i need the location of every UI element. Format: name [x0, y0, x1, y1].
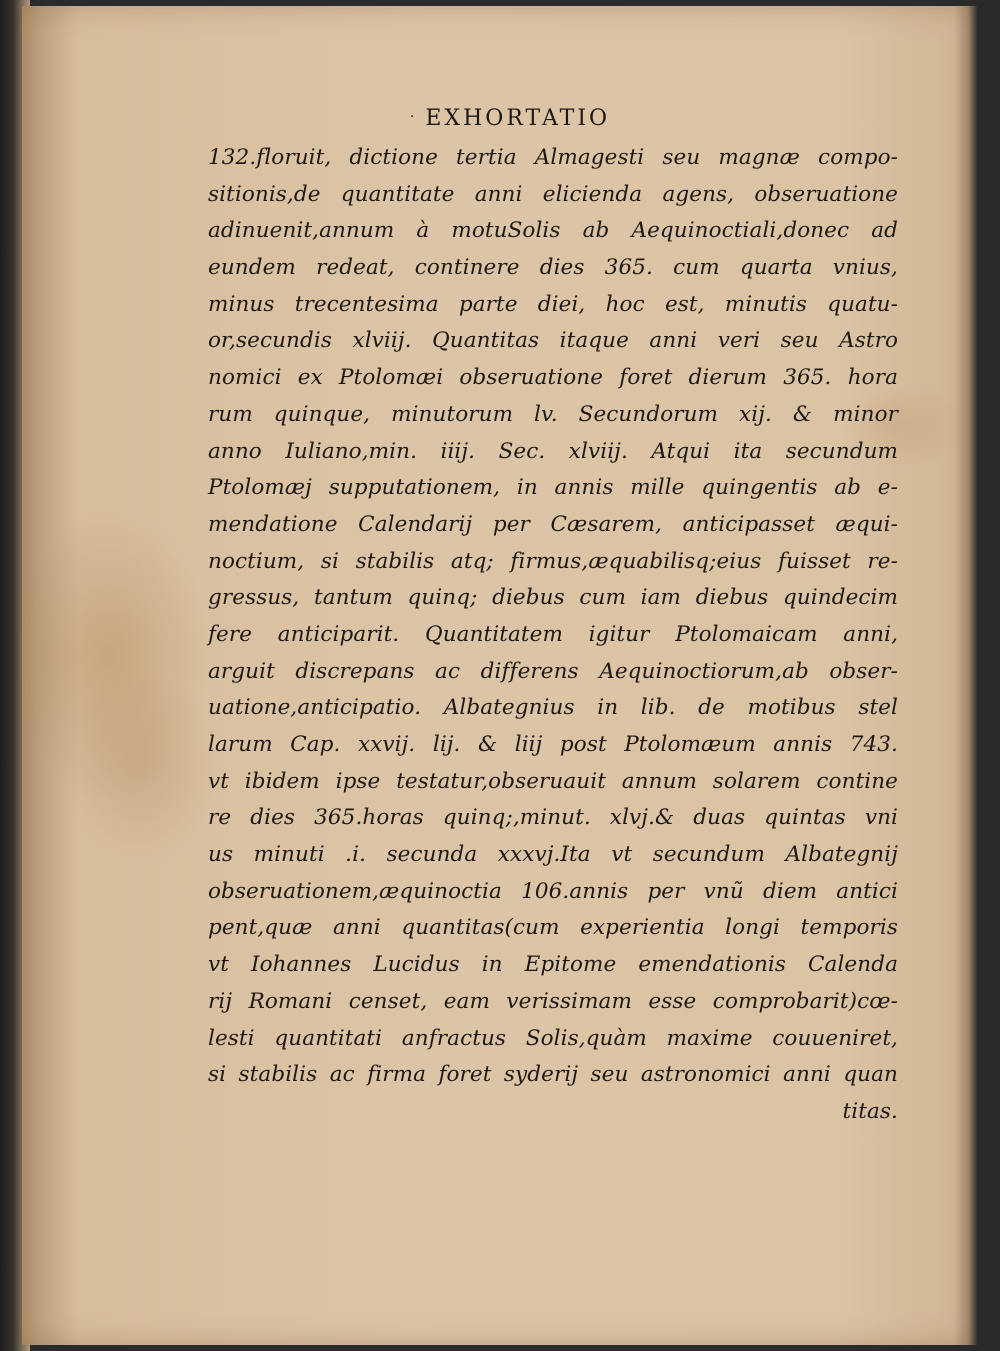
text-line: eundem redeat, continere dies 365. cum quarta vnius, [208, 255, 898, 281]
text-line: rij Romani censet, eam verissimam esse comprobarit)cœ- [208, 988, 898, 1014]
text-line: vt Iohannes Lucidus in Epitome emendationis Calenda [208, 952, 898, 978]
header-dot-ornament: · [409, 109, 418, 125]
text-line: adinuenit,annum à motuSolis ab Aequinoctiali,donec ad [208, 218, 898, 244]
text-line: arguit discrepans ac differens Aequinoctiorum,ab obser- [208, 658, 898, 684]
text-line: uatione,anticipatio. Albategnius in lib. de motibus stel [208, 695, 898, 721]
text-line: pent,quæ anni quantitas(cum experientia longi temporis [208, 915, 898, 941]
page-edge-shadow [954, 6, 978, 1345]
text-line: si stabilis ac firma foret syderij seu astronomici anni quan [208, 1062, 898, 1088]
text-line: gressus, tantum quinq; diebus cum iam diebus quindecim [208, 585, 898, 611]
body-text [208, 140, 898, 1131]
text-line: minus trecentesima parte diei, hoc est, minutis quatu- [208, 291, 898, 317]
text-line: fere anticiparit. Quantitatem igitur Ptolomaicam anni, [208, 621, 898, 647]
header-title: EXHORTATIO [425, 106, 611, 131]
text-line: 132.floruit, dictione tertia Almagesti seu magnæ compo- [208, 145, 898, 170]
text-line: obseruationem,æquinoctia 106.annis per vnũ diem antici [208, 878, 898, 904]
text-line: or,secundis xlviij. Quantitas itaque anni veri seu Astro [208, 328, 898, 354]
text-line: sitionis,de quantitate anni elicienda agens, obseruatione [208, 181, 898, 207]
text-line: nomici ex Ptolomæi obseruatione foret dierum 365. hora [208, 365, 898, 391]
catchword: titas. [842, 1098, 898, 1124]
text-line: mendatione Calendarij per Cæsarem, anticipasset æqui- [208, 511, 898, 537]
text-line: anno Iuliano,min. iiij. Sec. xlviij. Atqui ita secundum [208, 438, 898, 464]
book-page [22, 6, 978, 1345]
text-line: larum Cap. xxvij. lij. & liij post Ptolomæum annis 743. [208, 732, 898, 757]
text-line: rum quinque, minutorum lv. Secundorum xij. & minor [208, 401, 898, 427]
text-line: us minuti .i. secunda xxxvj.Ita vt secundum Albategnij [208, 842, 898, 868]
text-line: re dies 365.horas quinq;,minut. xlvj.& duas quintas vni [208, 805, 898, 831]
text-line: vt ibidem ipse testatur,obseruauit annum solarem contine [208, 768, 898, 794]
text-line: Ptolomæj supputationem, in annis mille quingentis ab e- [208, 475, 898, 501]
running-header [32, 106, 988, 131]
text-line: lesti quantitati anfractus Solis,quàm maxime couueniret, [208, 1025, 898, 1051]
text-line: noctium, si stabilis atq; firmus,æquabilisq;eius fuisset re- [208, 548, 898, 574]
